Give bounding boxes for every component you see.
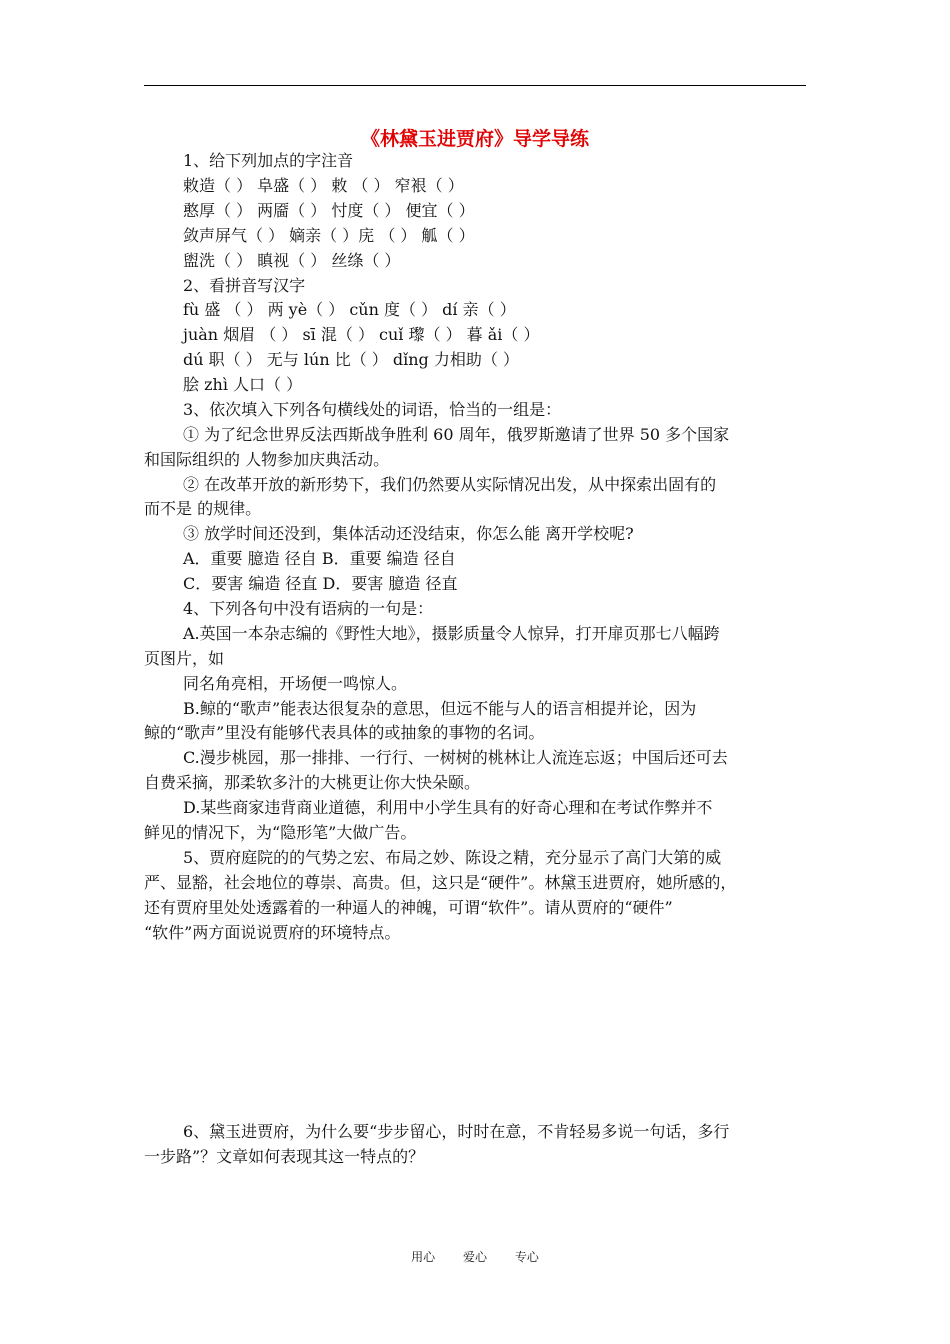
text-line: 6、黛玉进贾府，为什么要“步步留心，时时在意，不肯轻易多说一句话，多行 — [183, 1122, 730, 1141]
text-line: fù 盛 （ ） 两 yè（ ） cǔn 度（ ） dí 亲（ ） — [183, 300, 516, 319]
footer-word: 用心 — [411, 1250, 436, 1264]
text-line: 和国际组织的 人物参加庆典活动。 — [144, 450, 390, 469]
text-line: 脍 zhì 人口（ ） — [183, 375, 303, 394]
footer-word: 专心 — [514, 1250, 539, 1264]
text-line: dú 职（ ） 无与 lún 比（ ） dǐng 力相助（ ） — [183, 350, 519, 369]
text-line: 5、贾府庭院的的气势之宏、布局之妙、陈设之精，充分显示了高门大第的威 — [183, 848, 722, 867]
text-line: “软件”两方面说说贾府的环境特点。 — [144, 923, 401, 942]
text-line: 2、看拼音写汉字 — [183, 276, 306, 295]
text-line: juàn 烟眉 （ ） sī 混（ ） cuǐ 瓈（ ） 暮 ǎi（ ） — [183, 325, 540, 344]
page-footer — [0, 1248, 950, 1265]
text-line: 鲜见的情况下，为“隐形笔”大做广告。 — [144, 823, 417, 842]
page-title: 《林黛玉进贾府》导学导练 — [360, 128, 589, 150]
text-line: D.某些商家违背商业道德，利用中小学生具有的好奇心理和在考试作弊并不 — [183, 798, 713, 817]
text-line: 敕造（ ） 阜盛（ ） 敕 （ ） 窄裉（ ） — [183, 176, 464, 195]
text-line: 憨厚（ ） 两靥（ ） 忖度（ ） 便宜（ ） — [183, 201, 475, 220]
text-line: 同名角亮相，开场便一鸣惊人。 — [183, 674, 408, 693]
text-line: A．重要 臆造 径自 B．重要 编造 径自 — [183, 549, 456, 568]
text-line: 3、依次填入下列各句横线处的词语，恰当的一组是： — [183, 400, 562, 419]
text-line: 敛声屏气（ ） 嫡亲（ ）庑 （ ） 觚（ ） — [183, 226, 475, 245]
text-line: 严、显豁，社会地位的尊崇、高贵。但，这只是“硬件”。林黛玉进贾府，她所感的， — [144, 873, 737, 892]
text-line: 鲸的“歌声”里没有能够代表具体的或抽象的事物的名词。 — [144, 723, 545, 742]
text-line: A.英国一本杂志编的《野性大地》，摄影质量令人惊异，打开扉页那七八幅跨 — [183, 624, 720, 643]
text-line: 一步路”？文章如何表现其这一特点的？ — [144, 1147, 425, 1166]
text-line: 而不是 的规律。 — [144, 499, 262, 518]
text-line: B.鲸的“歌声”能表达很复杂的意思，但远不能与人的语言相提并论，因为 — [183, 699, 697, 718]
text-line: 页图片，如 — [144, 649, 225, 668]
header-rule — [144, 85, 806, 86]
text-line: ③ 放学时间还没到，集体活动还没结束，你怎么能 离开学校呢? — [183, 524, 634, 543]
text-line: ① 为了纪念世界反法西斯战争胜利 60 周年，俄罗斯邀请了世界 50 多个国家 — [183, 425, 730, 444]
text-line: C.漫步桃园，那一排排、一行行、一树树的桃林让人流连忘返；中国后还可去 — [183, 748, 728, 767]
text-line: C．要害 编造 径直 D．要害 臆造 径直 — [183, 574, 458, 593]
text-line: 1、给下列加点的字注音 — [183, 151, 354, 170]
text-line: 还有贾府里处处透露着的一种逼人的神魄，可谓“软件”。请从贾府的“硬件” — [144, 898, 673, 917]
footer-word: 爱心 — [462, 1250, 487, 1264]
text-line: 4、下列各句中没有语病的一句是： — [183, 599, 434, 618]
text-line: ② 在改革开放的新形势下，我们仍然要从实际情况出发，从中探索出固有的 — [183, 475, 717, 494]
text-line: 自费采摘，那柔软多汁的大桃更让你大快朵颐。 — [144, 773, 481, 792]
text-line: 盥洗（ ） 瞋视（ ） 丝绦（ ） — [183, 251, 401, 270]
